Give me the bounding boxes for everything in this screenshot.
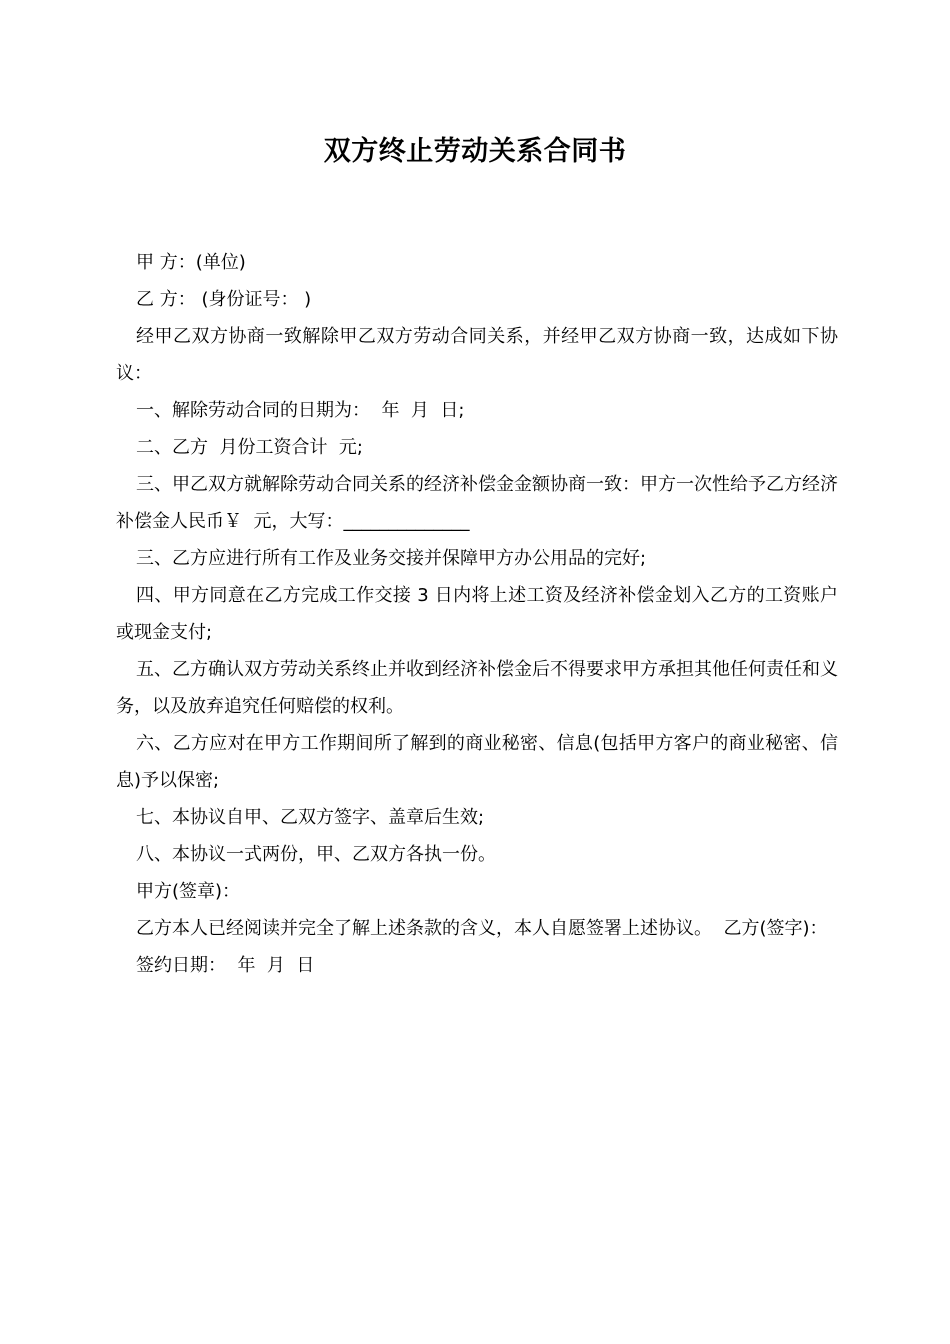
clause-wages: 二、乙方 月份工资合计 元; bbox=[136, 437, 363, 458]
party-b-line: 乙 方： (身份证号： ) bbox=[136, 289, 312, 310]
clause-compensation: 三、甲乙双方就解除劳动合同关系的经济补偿金金额协商一致：甲方一次性给予乙方经济补偿金人民币￥ 元，大写：______________ bbox=[116, 474, 838, 532]
preamble-paragraph: 经甲乙双方协商一致解除甲乙双方劳动合同关系，并经甲乙双方协商一致，达成如下协议： bbox=[116, 326, 838, 384]
document-body bbox=[116, 244, 838, 984]
clause-payment: 四、甲方同意在乙方完成工作交接 3 日内将上述工资及经济补偿金划入乙方的工资账户或现金支付; bbox=[116, 585, 838, 643]
party-a-line: 甲 方：(单位) bbox=[136, 252, 246, 273]
party-a-signature-line: 甲方(签章)： bbox=[136, 881, 241, 902]
clause-waiver: 五、乙方确认双方劳动关系终止并收到经济补偿金后不得要求甲方承担其他任何责任和义务，以及放弃追究任何赔偿的权利。 bbox=[116, 659, 838, 717]
clause-termination-date: 一、解除劳动合同的日期为： 年 月 日; bbox=[136, 400, 465, 421]
party-b-acknowledgement: 乙方本人已经阅读并完全了解上述条款的含义，本人自愿签署上述协议。 乙方(签字)： bbox=[136, 918, 828, 939]
clause-handover: 三、乙方应进行所有工作及业务交接并保障甲方办公用品的完好; bbox=[136, 548, 647, 569]
clause-confidentiality: 六、乙方应对在甲方工作期间所了解到的商业秘密、信息(包括甲方客户的商业秘密、信息)予以保密; bbox=[116, 733, 838, 791]
document-title: 双方终止劳动关系合同书 bbox=[323, 136, 627, 167]
clause-copies: 八、本协议一式两份，甲、乙双方各执一份。 bbox=[136, 844, 496, 865]
signing-date-line: 签约日期： 年 月 日 bbox=[136, 955, 315, 976]
clause-effective: 七、本协议自甲、乙双方签字、盖章后生效; bbox=[136, 807, 485, 828]
